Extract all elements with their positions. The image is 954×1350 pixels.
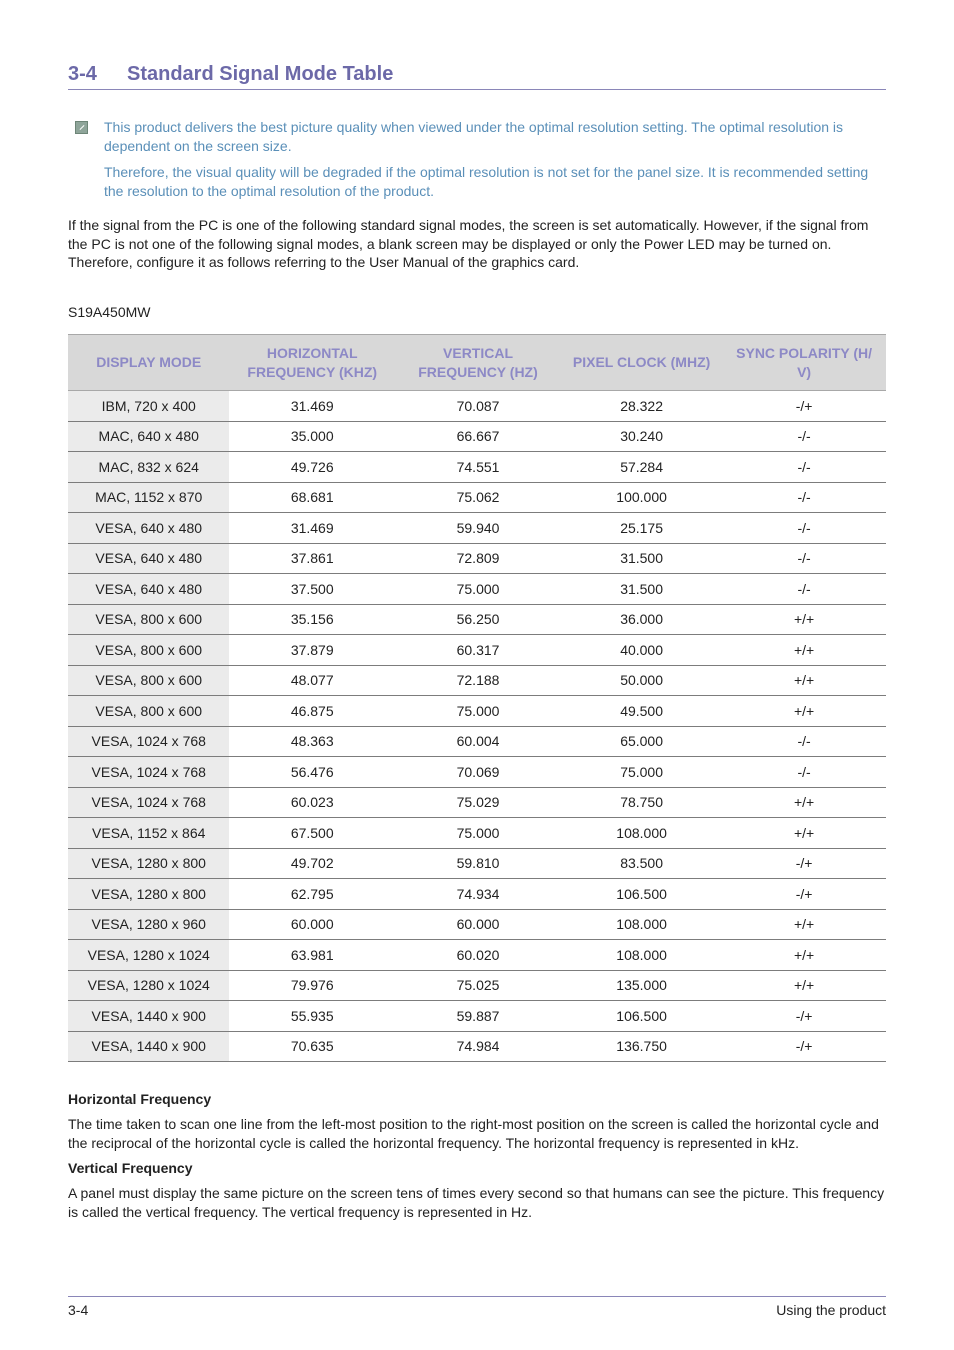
cell-pixel-clock: 40.000 (561, 635, 722, 666)
table-row (68, 574, 886, 605)
section-number: 3-4 (68, 63, 97, 85)
cell-vertical-frequency: 75.000 (395, 696, 561, 727)
cell-vertical-frequency: 60.317 (395, 635, 561, 666)
definition-text: The time taken to scan one line from the left-most position to the right-most position on the screen is called the horizontal cycle and the reciprocal of the horizontal cycle is called the horizontal frequency. The horizontal frequency is represented in kHz. (68, 1116, 879, 1151)
cell-vertical-frequency: 60.000 (395, 909, 561, 940)
cell-display-mode: VESA, 1280 x 800 (68, 848, 229, 879)
cell-sync-polarity: +/+ (722, 787, 886, 818)
cell-horizontal-frequency: 60.023 (229, 787, 395, 818)
table-row (68, 604, 886, 635)
cell-display-mode: VESA, 1440 x 900 (68, 1001, 229, 1032)
cell-pixel-clock: 31.500 (561, 574, 722, 605)
cell-sync-polarity: +/+ (722, 970, 886, 1001)
cell-pixel-clock: 135.000 (561, 970, 722, 1001)
cell-vertical-frequency: 74.984 (395, 1031, 561, 1062)
cell-vertical-frequency: 72.809 (395, 543, 561, 574)
table-row (68, 909, 886, 940)
cell-horizontal-frequency: 68.681 (229, 482, 395, 513)
cell-sync-polarity: +/+ (722, 604, 886, 635)
table-row (68, 543, 886, 574)
table-row (68, 848, 886, 879)
cell-horizontal-frequency: 31.469 (229, 513, 395, 544)
cell-horizontal-frequency: 49.702 (229, 848, 395, 879)
cell-display-mode: VESA, 640 x 480 (68, 513, 229, 544)
cell-horizontal-frequency: 37.879 (229, 635, 395, 666)
cell-pixel-clock: 78.750 (561, 787, 722, 818)
header-sync-polarity: SYNC POLARITY (H/ V) (722, 335, 886, 391)
cell-sync-polarity: -/+ (722, 391, 886, 422)
cell-sync-polarity: +/+ (722, 665, 886, 696)
cell-display-mode: VESA, 1280 x 1024 (68, 940, 229, 971)
cell-sync-polarity: -/- (722, 421, 886, 452)
cell-vertical-frequency: 72.188 (395, 665, 561, 696)
definition-vertical-frequency (68, 1159, 886, 1221)
cell-vertical-frequency: 75.000 (395, 574, 561, 605)
cell-horizontal-frequency: 35.156 (229, 604, 395, 635)
cell-display-mode: VESA, 640 x 480 (68, 574, 229, 605)
cell-sync-polarity: -/+ (722, 879, 886, 910)
cell-sync-polarity: +/+ (722, 940, 886, 971)
cell-sync-polarity: -/+ (722, 1031, 886, 1062)
header-horizontal-frequency: HORIZONTAL FREQUENCY (KHZ) (229, 335, 395, 391)
cell-vertical-frequency: 75.025 (395, 970, 561, 1001)
cell-pixel-clock: 31.500 (561, 543, 722, 574)
table-row (68, 452, 886, 483)
note-paragraph-2: Therefore, the visual quality will be degraded if the optimal resolution is not set for the panel size. It is recommended setting the resolution to the optimal resolution of the product. (104, 164, 869, 199)
definition-heading: Vertical Frequency (68, 1160, 193, 1176)
cell-horizontal-frequency: 31.469 (229, 391, 395, 422)
note-paragraph-1: This product delivers the best picture quality when viewed under the optimal resolution setting. The optimal resolution is dependent on the screen size. (104, 119, 844, 154)
table-row (68, 513, 886, 544)
cell-display-mode: VESA, 1440 x 900 (68, 1031, 229, 1062)
cell-pixel-clock: 100.000 (561, 482, 722, 513)
cell-horizontal-frequency: 55.935 (229, 1001, 395, 1032)
definition-text: A panel must display the same picture on the screen tens of times every second so that humans can see the picture. This frequency is called the vertical frequency. The vertical frequency is represented in Hz. (68, 1185, 885, 1220)
cell-sync-polarity: -/+ (722, 1001, 886, 1032)
cell-sync-polarity: +/+ (722, 818, 886, 849)
table-row (68, 970, 886, 1001)
table-row (68, 696, 886, 727)
cell-pixel-clock: 25.175 (561, 513, 722, 544)
note-box (68, 118, 886, 208)
cell-display-mode: VESA, 800 x 600 (68, 635, 229, 666)
section-title (68, 62, 886, 90)
cell-pixel-clock: 106.500 (561, 879, 722, 910)
section-heading: Standard Signal Mode Table (127, 63, 394, 85)
cell-pixel-clock: 108.000 (561, 909, 722, 940)
cell-horizontal-frequency: 48.077 (229, 665, 395, 696)
cell-pixel-clock: 65.000 (561, 726, 722, 757)
cell-pixel-clock: 30.240 (561, 421, 722, 452)
cell-pixel-clock: 57.284 (561, 452, 722, 483)
cell-pixel-clock: 83.500 (561, 848, 722, 879)
cell-display-mode: IBM, 720 x 400 (68, 391, 229, 422)
model-name: S19A450MW (68, 304, 151, 320)
cell-display-mode: VESA, 800 x 600 (68, 665, 229, 696)
table-row (68, 940, 886, 971)
cell-display-mode: VESA, 1024 x 768 (68, 757, 229, 788)
definition-heading: Horizontal Frequency (68, 1091, 212, 1107)
cell-horizontal-frequency: 49.726 (229, 452, 395, 483)
header-display-mode: DISPLAY MODE (68, 335, 229, 391)
cell-vertical-frequency: 74.934 (395, 879, 561, 910)
cell-pixel-clock: 136.750 (561, 1031, 722, 1062)
cell-sync-polarity: -/- (722, 574, 886, 605)
cell-display-mode: VESA, 1024 x 768 (68, 726, 229, 757)
cell-display-mode: VESA, 1280 x 1024 (68, 970, 229, 1001)
table-row (68, 787, 886, 818)
cell-pixel-clock: 36.000 (561, 604, 722, 635)
table-row (68, 421, 886, 452)
table-row (68, 1001, 886, 1032)
cell-horizontal-frequency: 37.861 (229, 543, 395, 574)
cell-display-mode: VESA, 1024 x 768 (68, 787, 229, 818)
cell-sync-polarity: +/+ (722, 635, 886, 666)
cell-vertical-frequency: 75.000 (395, 818, 561, 849)
table-header-row (68, 335, 886, 391)
intro-paragraph: If the signal from the PC is one of the following standard signal modes, the screen is set automatically. However, if the signal from the PC is not one of the following signal modes, a blank screen may be displayed or only the Power LED may be turned on. Therefore, configure it as follows referring to the User Manual of the graphics card. (68, 217, 869, 270)
cell-sync-polarity: -/- (722, 482, 886, 513)
table-row (68, 665, 886, 696)
footer-page-number: 3-4 (68, 1302, 89, 1318)
cell-pixel-clock: 106.500 (561, 1001, 722, 1032)
cell-sync-polarity: -/- (722, 513, 886, 544)
table-row (68, 1031, 886, 1062)
cell-vertical-frequency: 59.810 (395, 848, 561, 879)
cell-pixel-clock: 49.500 (561, 696, 722, 727)
header-pixel-clock: PIXEL CLOCK (MHZ) (561, 335, 722, 391)
cell-vertical-frequency: 60.004 (395, 726, 561, 757)
cell-pixel-clock: 108.000 (561, 940, 722, 971)
signal-mode-table (68, 334, 886, 1062)
cell-display-mode: VESA, 800 x 600 (68, 604, 229, 635)
cell-horizontal-frequency: 60.000 (229, 909, 395, 940)
cell-sync-polarity: -/- (722, 543, 886, 574)
cell-vertical-frequency: 66.667 (395, 421, 561, 452)
header-vertical-frequency: VERTICAL FREQUENCY (HZ) (395, 335, 561, 391)
cell-horizontal-frequency: 37.500 (229, 574, 395, 605)
cell-vertical-frequency: 60.020 (395, 940, 561, 971)
note-icon (75, 121, 88, 134)
cell-horizontal-frequency: 67.500 (229, 818, 395, 849)
cell-sync-polarity: -/- (722, 757, 886, 788)
cell-pixel-clock: 50.000 (561, 665, 722, 696)
cell-vertical-frequency: 75.029 (395, 787, 561, 818)
cell-horizontal-frequency: 62.795 (229, 879, 395, 910)
page-footer (68, 1296, 886, 1319)
cell-horizontal-frequency: 48.363 (229, 726, 395, 757)
cell-display-mode: VESA, 1152 x 864 (68, 818, 229, 849)
cell-display-mode: VESA, 1280 x 800 (68, 879, 229, 910)
cell-horizontal-frequency: 46.875 (229, 696, 395, 727)
table-row (68, 757, 886, 788)
table-row (68, 635, 886, 666)
cell-horizontal-frequency: 56.476 (229, 757, 395, 788)
cell-horizontal-frequency: 70.635 (229, 1031, 395, 1062)
cell-display-mode: MAC, 1152 x 870 (68, 482, 229, 513)
cell-display-mode: VESA, 800 x 600 (68, 696, 229, 727)
cell-horizontal-frequency: 63.981 (229, 940, 395, 971)
footer-section-name: Using the product (776, 1302, 886, 1318)
table-row (68, 726, 886, 757)
table-row (68, 879, 886, 910)
cell-horizontal-frequency: 79.976 (229, 970, 395, 1001)
cell-sync-polarity: -/+ (722, 848, 886, 879)
cell-sync-polarity: +/+ (722, 909, 886, 940)
cell-vertical-frequency: 59.940 (395, 513, 561, 544)
table-row (68, 391, 886, 422)
cell-vertical-frequency: 56.250 (395, 604, 561, 635)
cell-pixel-clock: 108.000 (561, 818, 722, 849)
table-row (68, 818, 886, 849)
table-body (68, 391, 886, 1062)
definition-horizontal-frequency (68, 1090, 886, 1152)
cell-sync-polarity: -/- (722, 726, 886, 757)
cell-display-mode: MAC, 832 x 624 (68, 452, 229, 483)
table-row (68, 482, 886, 513)
cell-display-mode: MAC, 640 x 480 (68, 421, 229, 452)
cell-pixel-clock: 28.322 (561, 391, 722, 422)
cell-pixel-clock: 75.000 (561, 757, 722, 788)
cell-sync-polarity: +/+ (722, 696, 886, 727)
cell-sync-polarity: -/- (722, 452, 886, 483)
cell-display-mode: VESA, 1280 x 960 (68, 909, 229, 940)
cell-vertical-frequency: 75.062 (395, 482, 561, 513)
cell-horizontal-frequency: 35.000 (229, 421, 395, 452)
cell-vertical-frequency: 70.069 (395, 757, 561, 788)
cell-vertical-frequency: 59.887 (395, 1001, 561, 1032)
cell-vertical-frequency: 74.551 (395, 452, 561, 483)
cell-vertical-frequency: 70.087 (395, 391, 561, 422)
cell-display-mode: VESA, 640 x 480 (68, 543, 229, 574)
